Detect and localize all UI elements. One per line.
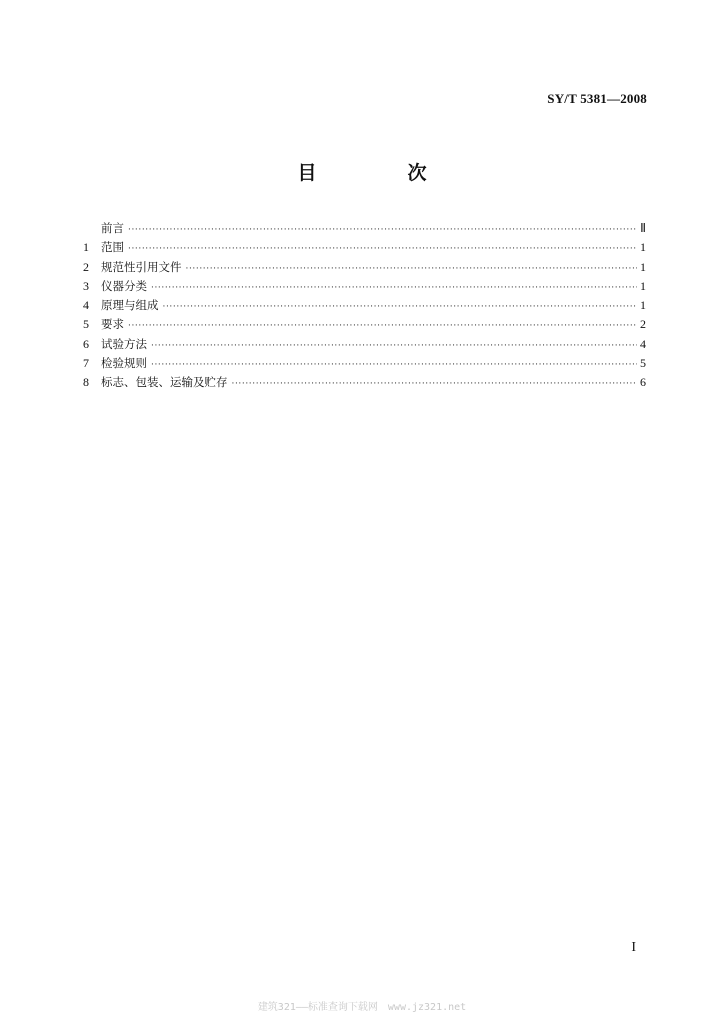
toc-entry-number: 1: [83, 240, 89, 255]
toc-entry-page: Ⅱ: [640, 221, 646, 235]
table-of-contents: [83, 219, 646, 393]
toc-dot-leader: [232, 375, 638, 394]
toc-entry-number: 6: [83, 336, 89, 351]
toc-entry-number: 3: [83, 278, 89, 293]
toc-entry-page: 2: [640, 317, 646, 332]
toc-entry-label: 试验方法: [101, 336, 147, 351]
toc-entry-number: 4: [83, 298, 89, 313]
toc-entry-page: 1: [640, 240, 646, 255]
toc-entry-label: 前言: [101, 221, 124, 235]
toc-dot-leader: [128, 317, 637, 336]
toc-entry-page: 5: [640, 356, 646, 371]
standard-code: SY/T 5381—2008: [547, 91, 647, 106]
toc-entry-number: 8: [83, 375, 89, 390]
toc-entry[interactable]: [83, 219, 646, 238]
toc-entry-number: 7: [83, 356, 89, 371]
toc-entry-number: 2: [83, 259, 89, 274]
toc-entry-page: 1: [640, 298, 646, 313]
toc-entry[interactable]: [83, 238, 646, 257]
toc-entry-label: 原理与组成: [101, 298, 159, 313]
toc-entry-label: 标志、包装、运输及贮存: [101, 375, 228, 390]
toc-dot-leader: [151, 279, 637, 298]
toc-entry-number: 5: [83, 317, 89, 332]
watermark-text: 建筑321——标准查询下载网 www.jz321.net: [257, 1002, 467, 1013]
toc-entry-label: 范围: [101, 240, 124, 255]
toc-entry-label: 要求: [101, 317, 124, 332]
toc-entry[interactable]: [83, 296, 646, 315]
toc-entry-page: 4: [640, 336, 646, 351]
toc-entry[interactable]: [83, 335, 646, 354]
toc-entry-label: 检验规则: [101, 356, 147, 371]
toc-dot-leader: [163, 298, 638, 317]
toc-entry[interactable]: [83, 373, 646, 392]
toc-dot-leader: [151, 337, 637, 356]
toc-dot-leader: [128, 221, 637, 240]
toc-dot-leader: [186, 260, 638, 279]
toc-entry[interactable]: [83, 315, 646, 334]
toc-entry-page: 6: [640, 375, 646, 390]
toc-entry[interactable]: [83, 354, 646, 373]
toc-entry-page: 1: [640, 259, 646, 274]
toc-entry-label: 仪器分类: [101, 278, 147, 293]
toc-entry[interactable]: [83, 277, 646, 296]
page-number: I: [631, 940, 636, 955]
toc-dot-leader: [128, 240, 637, 259]
toc-entry-label: 规范性引用文件: [101, 259, 182, 274]
toc-entry-page: 1: [640, 278, 646, 293]
toc-entry[interactable]: [83, 258, 646, 277]
page-title: 目 次: [297, 162, 463, 184]
